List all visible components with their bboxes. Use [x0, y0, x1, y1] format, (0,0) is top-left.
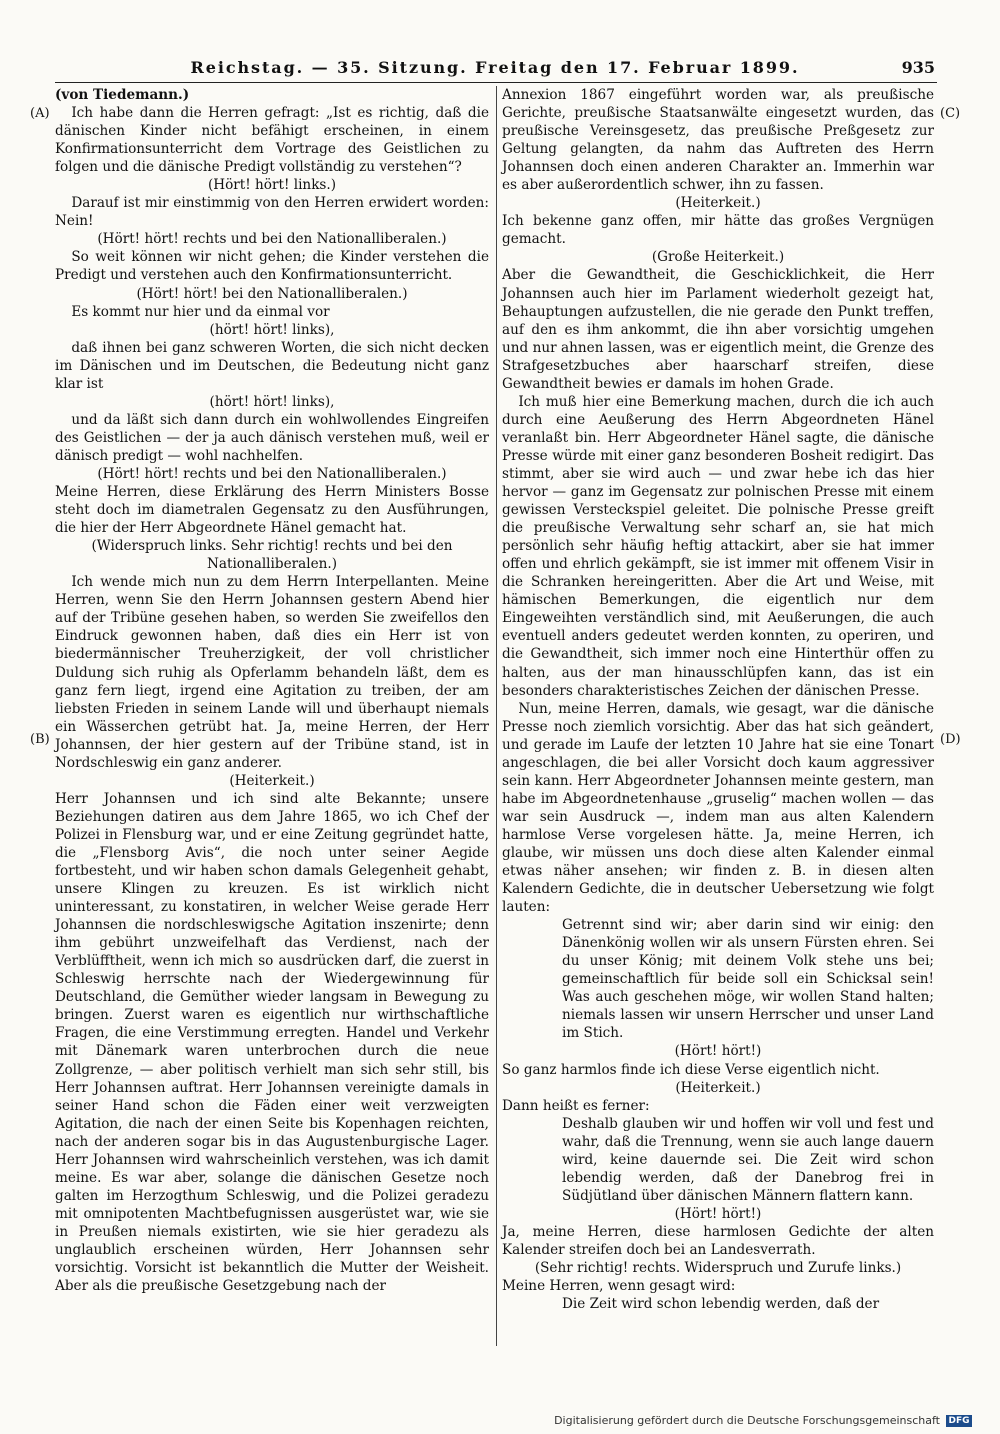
header-title: Reichstag. — 35. Sitzung. Freitag den 17. Februar 1899. [190, 58, 800, 77]
interjection: (hört! hört! links), [209, 393, 335, 410]
margin-mark-d: (D) [940, 732, 961, 747]
interjection: (Heiterkeit.) [675, 1079, 761, 1096]
column-divider [496, 86, 497, 1346]
paragraph: daß ihnen bei ganz schweren Worten, die sich nicht decken im Dänischen und im Deutschen, die Bedeutung nicht ganz klar ist [55, 339, 489, 392]
paragraph: Aber die Gewandtheit, die Geschicklichkeit, die Herr Johannsen auch hier im Parlament wiederholt gezeigt hat, Behauptungen aufzustellen, die nie gerade den Punkt treffen, auf den es ihm ankommt, die ihn aber vorsichtig umgehen und nur ahnen lassen, was er eigentlich meint, die Grenze des Strafgesetzbuches aber haarscharf streifen, diese Gewandtheit bewies er damals im hohen Grade. [502, 267, 934, 392]
paragraph: So ganz harmlos finde ich diese Verse eigentlich nicht. [502, 1061, 880, 1078]
margin-mark-c: (C) [940, 106, 961, 121]
quotation: Die Zeit wird schon lebendig werden, daß der [562, 1296, 880, 1313]
paragraph: und da läßt sich dann durch ein wohlwollendes Eingreifen des Geistlichen — der ja auch dänisch verstehen muß, weil er dänisch predigt — wohl nachhelfen. [55, 411, 489, 464]
margin-mark-a: (A) [30, 106, 50, 121]
interjection: (Hört! hört! bei den Nationalliberalen.) [136, 285, 408, 302]
paragraph: Ich habe dann die Herren gefragt: „Ist es richtig, daß die dänischen Kinder nicht befähigt erscheinen, in einem Konfirmationsunterricht dem Vortrage des Geistlichen zu folgen und die dänische Predigt vollständig zu verstehen“? [55, 105, 489, 176]
interjection: (Hört! hört! rechts und bei den Nationalliberalen.) [97, 465, 447, 482]
left-column [55, 86, 489, 1295]
interjection: (hört! hört! links), [209, 321, 335, 338]
dfg-logo-icon: DFG [946, 1415, 972, 1427]
paragraph: Ja, meine Herren, diese harmlosen Gedichte der alten Kalender streifen doch bei an Landesverrath. [502, 1223, 934, 1258]
margin-mark-b: (B) [30, 732, 50, 747]
paragraph: Ich wende mich nun zu dem Herrn Interpellanten. Meine Herren, wenn Sie den Herrn Johannsen gestern Abend hier auf der Tribüne gesehen haben, so werden Sie zweifellos den Eindruck gewonnen haben, daß dies ein Herr ist von biedermännischer Treuherzigkeit, der voll christlicher Duldung sich ruhig als Opferlamm behandeln läßt, dem es ganz fern liegt, irgend eine Agitation zu treiben, der am liebsten Frieden in seinem Lande will und überhaupt niemals ein Wässerchen getrübt hat. Ja, meine Herren, der Herr Johannsen, der hier gestern auf der Tribüne stand, ist in Nordschleswig ein ganz anderer. [55, 574, 489, 771]
page-number: 935 [901, 58, 935, 77]
interjection: (Hört! hört! rechts und bei den Nationalliberalen.) [97, 231, 447, 248]
paragraph: So weit können wir nicht gehen; die Kinder verstehen die Predigt und verstehen auch den Konfirmationsunterricht. [55, 249, 489, 284]
footer-text: Digitalisierung gefördert durch die Deutsche Forschungsgemeinschaft [554, 1414, 940, 1427]
header-rule [55, 82, 937, 83]
paragraph: Annexion 1867 eingeführt worden war, als preußische Gerichte, preußische Staatsanwälte eingesetzt wurden, das preußische Vereinsgesetz, das preußische Preßgesetz zur Geltung gelangten, da nahm das Auftreten des Herrn Johannsen doch einen anderen Charakter an. Immerhin war es aber außerordentlich schwer, ihn zu fassen. [502, 87, 934, 194]
paragraph: Meine Herren, diese Erklärung des Herrn Ministers Bosse steht doch im diametralen Gegensatz zu den Ausführungen, die hier der Herr Abgeordnete Hänel gemacht hat. [55, 484, 489, 537]
interjection: (Heiterkeit.) [675, 195, 761, 212]
right-column [502, 86, 934, 1313]
interjection: (Große Heiterkeit.) [651, 249, 785, 266]
paragraph: Herr Johannsen und ich sind alte Bekannte; unsere Beziehungen datiren aus dem Jahre 1865, wo ich Chef der Polizei in Flensburg war, und er eine Zeitung gegründet hatte, die „Flensborg Avis“, die noch unter seiner Aegide fortbesteht, und wir haben schon damals Gelegenheit gehabt, unsere Klingen zu kreuzen. Es ist wirklich nicht uninteressant, zu konstatiren, in welcher Weise gerade Herr Johannsen die nordschleswigsche Agitation inszenirte; denn ihm gebührt unzweifelhaft das Verdienst, nach der Verblüfftheit, wenn ich mich so ausdrücken darf, die zuerst in Schleswig herrschte nach der Wiedergewinnung für Deutschland, die Gemüther wieder langsam in Bewegung zu bringen. Zuerst waren es eigentlich nur wirthschaftliche Fragen, die eine Verstimmung erregten. Handel und Verkehr mit Dänemark waren unterbrochen durch die neue Zollgrenze, — aber politisch verhielt man sich sehr still, bis Herr Johannsen auftrat. Herr Johannsen vereinigte damals in seiner Hand schon die Fäden einer weit verzweigten Agitation, die nach der einen Seite bis Kopenhagen reichten, nach der anderen sogar bis in das Augustenburgische Lager. Herr Johannsen wird wahrscheinlich verstehen, was ich damit meine. Es war aber, solange die dänischen Gesetze noch galten im Herzogthum Schleswig, und die Polizei geradezu mit omnipotenten Machtbefugnissen ausgerüstet war, wie sie in Preußen niemals existirten, wie sie hier geradezu als unglaublich erscheinen würden, Herr Johannsen sehr vorsichtig. Vorsicht ist bekanntlich die Mutter der Weisheit. Aber als die preußische Gesetzgebung nach der [55, 790, 489, 1295]
interjection: (Hört! hört!) [674, 1043, 762, 1060]
interjection: (Hört! hört!) [674, 1205, 762, 1222]
interjection: (Hört! hört! links.) [207, 177, 337, 194]
interjection: (Sehr richtig! rechts. Widerspruch und Zurufe links.) [534, 1260, 902, 1277]
paragraph: Meine Herren, wenn gesagt wird: [502, 1278, 736, 1295]
paragraph: Dann heißt es ferner: [502, 1097, 650, 1114]
interjection: (Heiterkeit.) [229, 772, 315, 789]
footer-credit [554, 1414, 972, 1427]
paragraph: Darauf ist mir einstimmig von den Herren erwidert worden: Nein! [55, 195, 489, 230]
paragraph: Ich bekenne ganz offen, mir hätte das großes Vergnügen gemacht. [502, 213, 934, 248]
page-header [55, 58, 935, 80]
paragraph: Ich muß hier eine Bemerkung machen, durch die ich auch durch eine Aeußerung des Herrn Abgeordneten Hänel veranlaßt bin. Herr Abgeordneter Hänel sagte, die dänische Presse würde mit einer ganz besonderen Bosheit redigirt. Das stimmt, aber sie wird auch — und zwar hebe ich das hier hervor — ganz im Gegensatz zur polnischen Presse mit einem gewissen Versteckspiel geleitet. Die polnische Presse greift die preußische Verwaltung sehr scharf an, sie hat mich persönlich sehr häufig heftig attackirt, aber sie hat immer offen und ehrlich gekämpft, sie ist immer mit offenem Visir in die Schranken hereingeritten. Aber die Art und Weise, mit hämischen Bemerkungen, die eigentlich nur dem Eingeweihten verständlich sind, mit Aeußerungen, die auch eventuell anders gedeutet werden konnten, zu operiren, und die Gewandtheit, sich immer noch eine Hinterthür offen zu halten, aus der man hinausschlüpfen kann, das ist ein besonders charakteristisches Zeichen der dänischen Presse. [502, 393, 934, 699]
quotation: Deshalb glauben wir und hoffen wir voll und fest und wahr, daß die Trennung, wenn sie auch lange dauern wird, keine dauernde sei. Die Zeit wird schon lebendig werden, daß der Danebrog frei in Südjütland über dänischen Männern flattern kann. [562, 1115, 934, 1204]
speaker-name: (von Tiedemann.) [55, 87, 190, 103]
quotation: Getrennt sind wir; aber darin sind wir einig: den Dänenkönig wollen wir als unsern Fürsten ehren. Sei du unser König; mit deinem Volk stehe uns bei; gemeinschaftlich für beide soll ein Schicksal sein! Was auch geschehen möge, wir wollen Stand halten; niemals lassen wir unsern Herrscher und unser Land im Stich. [562, 917, 934, 1042]
paragraph: Nun, meine Herren, damals, wie gesagt, war die dänische Presse noch ziemlich vorsichtig. Aber das hat sich geändert, und gerade im Laufe der letzten 10 Jahre hat sie eine Tonart angeschlagen, die bei aller Vorsicht doch kaum aggressiver sein kann. Herr Abgeordneter Johannsen meinte gestern, man habe im Abgeordnetenhause „gruselig“ machen wollen — das war sein Ausdruck —, indem man aus alten Kalendern harmlose Verse vorgelesen hätte. Ja, meine Herren, ich glaube, wir müssen uns doch diese alten Kalender einmal etwas näher ansehen; wir finden z. B. in diesen alten Kalendern Gedichte, die in deutscher Uebersetzung wie folgt lauten: [502, 700, 934, 916]
interjection: (Widerspruch links. Sehr richtig! rechts und bei den Nationalliberalen.) [91, 538, 453, 573]
paragraph: Es kommt nur hier und da einmal vor [71, 303, 330, 320]
